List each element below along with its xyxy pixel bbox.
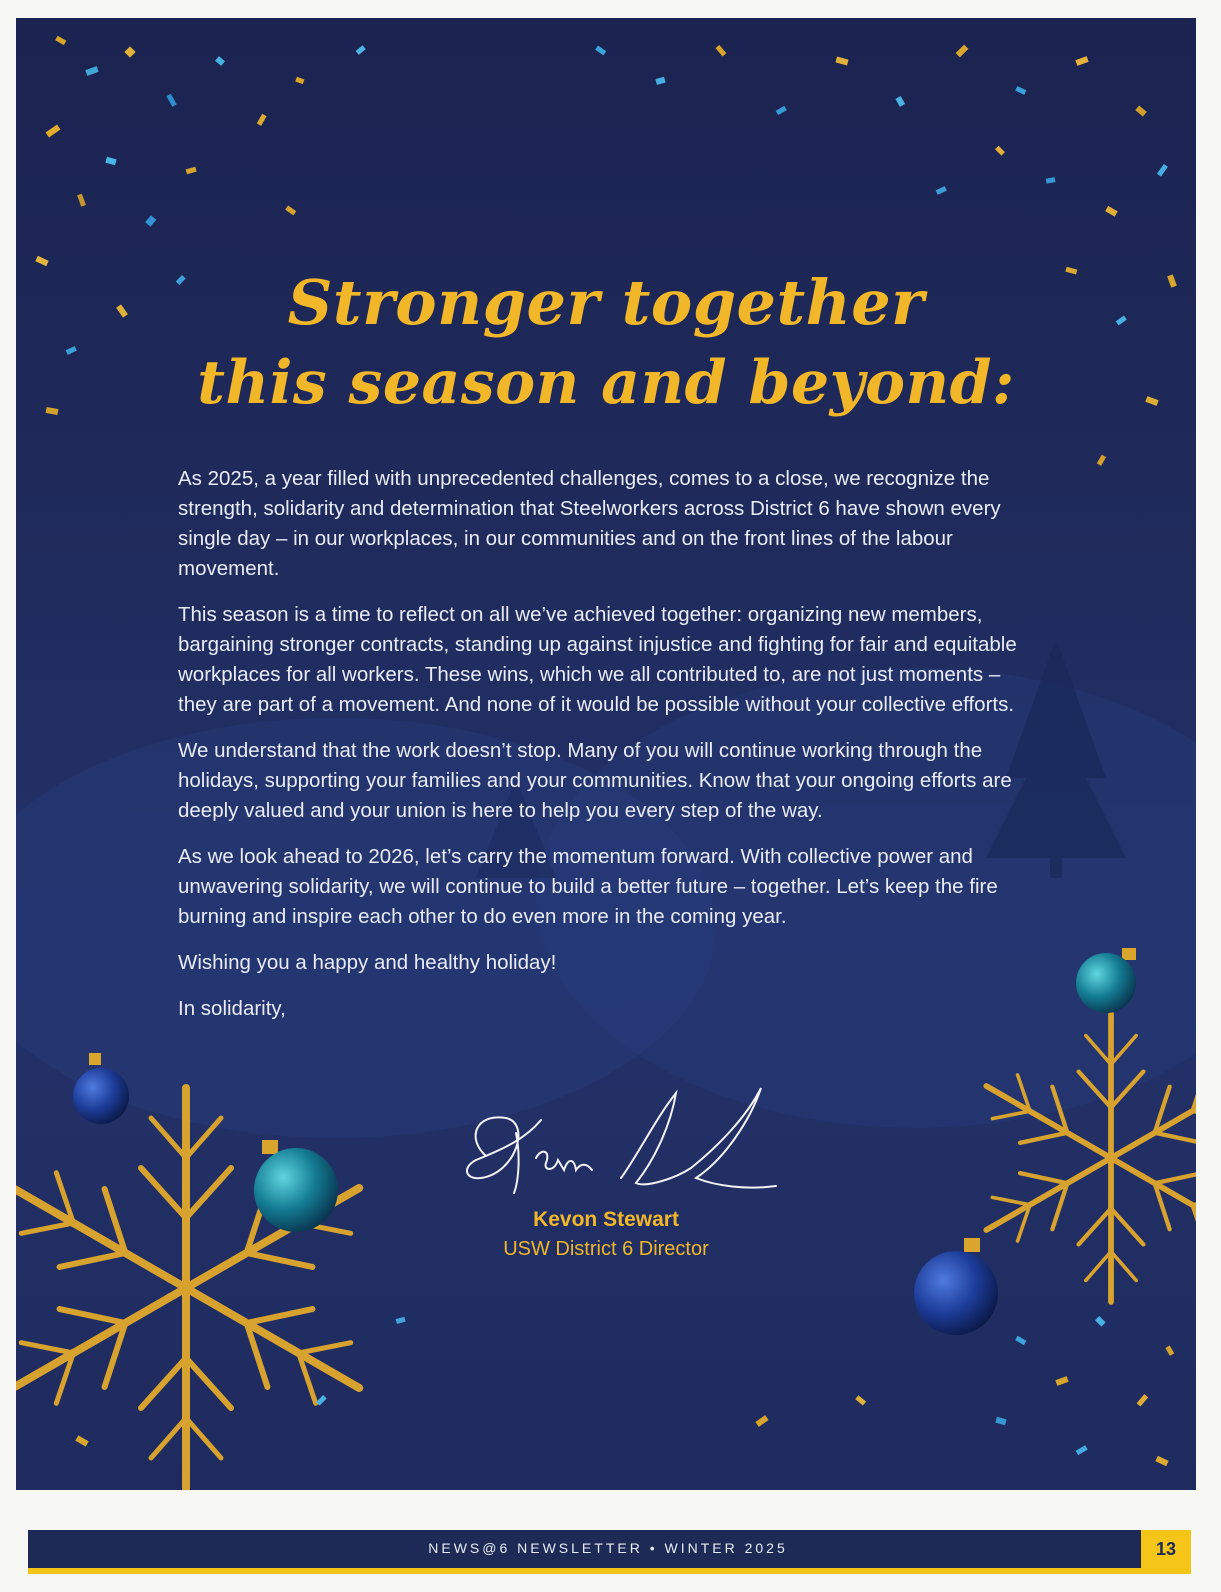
title-line-2: this season and beyond:: [197, 348, 1015, 418]
paragraph-intro: As 2025, a year filled with unprecedented challenges, comes to a close, we recognize the strength, solidarity and determination that Steelworkers across District 6 have shown every single day – in our workplaces, in our communities and on the front lines of the labour movement.: [178, 467, 1001, 580]
title-line-1: Stronger together: [287, 266, 925, 339]
letter-body: [178, 464, 1038, 1040]
confetti-bottom: [75, 1316, 1174, 1466]
footer-bar: [28, 1530, 1191, 1574]
gold-snowflake-left: [16, 1088, 382, 1488]
handwritten-signature: [446, 1078, 786, 1218]
paragraph-achievements: This season is a time to reflect on all we’ve achieved together: organizing new members, bargaining stronger contracts, standing up against injustice and fighting for fair and equitable workplaces for all workers. These wins, which we all contributed to, are not just moments – they are part of a movement. And none of it would be possible without your collective efforts.: [178, 603, 1017, 716]
footer-newsletter-label: NEWS@6 NEWSLETTER • WINTER 2025: [428, 1540, 788, 1556]
paragraph-wishes: Wishing you a happy and healthy holiday!: [178, 951, 557, 974]
paragraph-work-continues: We understand that the work doesn’t stop. Many of you will continue working through the holidays, supporting your families and your communities. Know that your ongoing efforts are deeply valued and your union is here to help you every step of the way.: [178, 739, 1012, 822]
paragraph-closing: In solidarity,: [178, 997, 286, 1020]
signatory-title: USW District 6 Director: [503, 1238, 709, 1260]
paragraph-looking-ahead: As we look ahead to 2026, let’s carry the momentum forward. With collective power and unwavering solidarity, we will continue to build a better future – together. Let’s keep the fire burning and inspire each other to do even more in the coming year.: [178, 845, 998, 928]
signatory-name: Kevon Stewart: [533, 1208, 679, 1231]
holiday-letter-panel: [16, 18, 1196, 1490]
page-number: 13: [1141, 1530, 1191, 1568]
